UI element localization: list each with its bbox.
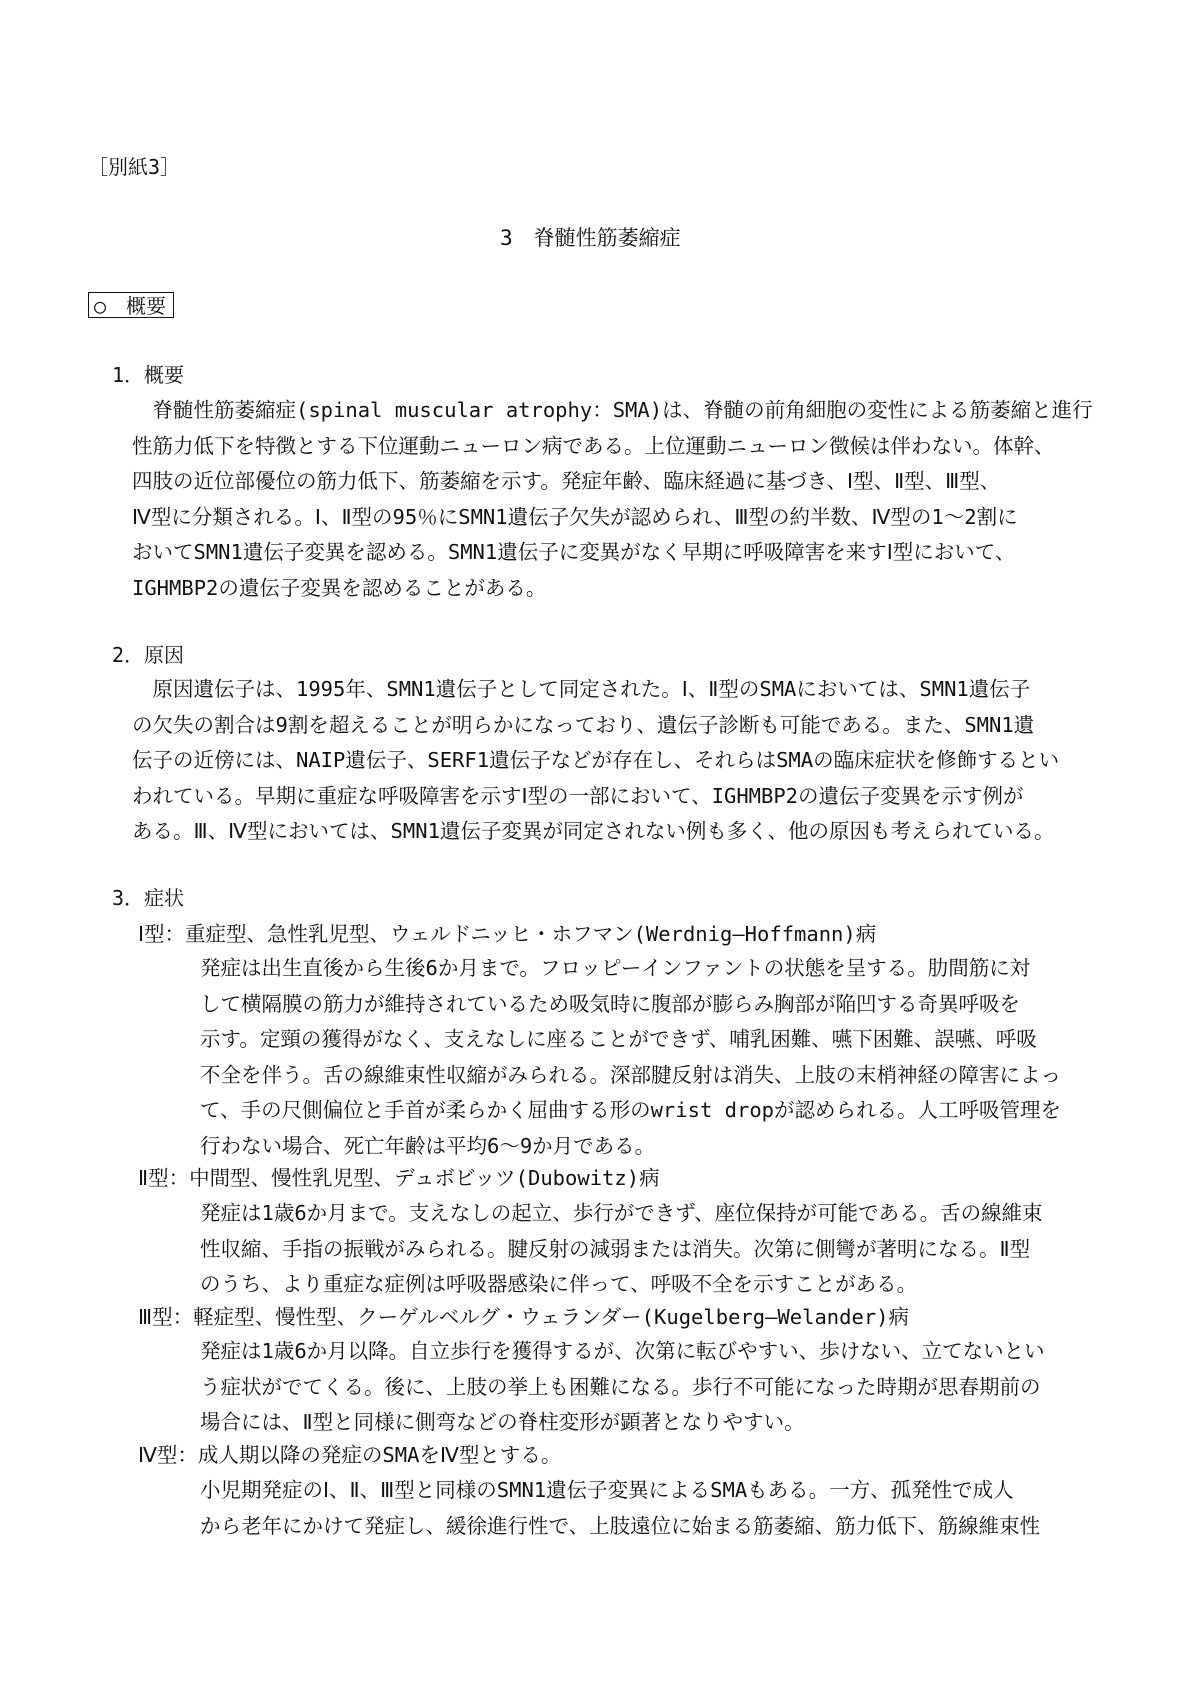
section-heading-symptoms: 3．症状 — [112, 886, 185, 910]
paragraph-line: 行わない場合、死亡年齢は平均6～9か月である。 — [200, 1133, 656, 1158]
paragraph-line: 発症は1歳6か月以降。自立歩行を獲得するが、次第に転びやすい、歩けない、立てないとい — [200, 1339, 1045, 1363]
section-cause-paragraph — [132, 672, 1094, 850]
paragraph-line: のうち、より重症な症例は呼吸器感染に伴って、呼吸不全を示すことがある。 — [200, 1272, 918, 1297]
document-title: 3 脊髄性筋萎縮症 — [500, 226, 681, 250]
paragraph-line: 場合には、Ⅱ型と同様に側弯などの脊柱変形が顕著となりやすい。 — [200, 1410, 805, 1435]
paragraph-line: 性筋力低下を特徴とする下位運動ニューロン病である。上位運動ニューロン徴候は伴わない。体幹、 — [132, 433, 1055, 458]
paragraph-line: おいてSMN1遺伝子変異を認める。SMN1遺伝子に変異がなく早期に呼吸障害を来すⅠ型において、 — [132, 540, 1016, 565]
paragraph-line: Ⅳ型に分類される。Ⅰ、Ⅱ型の95％にSMN1遺伝子欠失が認められ、Ⅲ型の約半数、Ⅳ型の1～2割に — [132, 504, 1018, 529]
paragraph-line: IGHMBP2の遺伝子変異を認めることがある。 — [132, 575, 547, 600]
section-heading-overview: 1．概要 — [112, 363, 185, 387]
paragraph-line: 発症は1歳6か月まで。支えなしの起立、歩行ができず、座位保持が可能である。舌の線維束 — [200, 1201, 1043, 1225]
paragraph-line: 発症は出生直後から生後6か月まで。フロッピーインファントの状態を呈する。肋間筋に対 — [200, 956, 1031, 980]
type-3-description — [200, 1334, 1094, 1441]
paragraph-line: ある。Ⅲ、Ⅳ型においては、SMN1遺伝子変異が同定されない例も多く、他の原因も考えられている。 — [132, 819, 1055, 844]
paragraph-line: 不全を伴う。舌の線維束性収縮がみられる。深部腱反射は消失、上肢の末梢神経の障害によっ — [200, 1062, 1061, 1087]
paragraph-line: て、手の尺側偏位と手首が柔らかく屈曲する形のwrist dropが認められる。人工呼吸管理を — [200, 1098, 1062, 1123]
paragraph-line: の欠失の割合は9割を超えることが明らかになっており、遺伝子診断も可能である。また、SMN1遺 — [132, 712, 1035, 737]
paragraph-line: から老年にかけて発症し、緩徐進行性で、上肢遠位に始まる筋萎縮、筋力低下、筋線維束性 — [200, 1513, 1041, 1538]
paragraph-line: 原因遺伝子は、1995年、SMN1遺伝子として同定された。Ⅰ、Ⅱ型のSMAにおいては、SMN1遺伝子 — [132, 677, 1031, 701]
type-4-heading: Ⅳ型：成人期以降の発症のSMAをⅣ型とする。 — [138, 1443, 562, 1467]
overview-label-box: ○ 概要 — [88, 292, 174, 318]
section-heading-cause: 2．原因 — [112, 643, 185, 667]
section-overview-paragraph — [132, 393, 1094, 607]
paragraph-line: 四肢の近位部優位の筋力低下、筋萎縮を示す。発症年齢、臨床経過に基づき、Ⅰ型、Ⅱ型、Ⅲ型、 — [132, 469, 1001, 494]
paragraph-line: 性収縮、手指の振戦がみられる。腱反射の減弱または消失。次第に側彎が著明になる。Ⅱ型 — [200, 1236, 1031, 1261]
type-3-heading: Ⅲ型：軽症型、慢性型、クーゲルベルグ・ウェランダー(Kugelberg―Welander)病 — [138, 1305, 910, 1329]
type-2-description — [200, 1196, 1094, 1303]
paragraph-line: われている。早期に重症な呼吸障害を示すⅠ型の一部において、IGHMBP2の遺伝子変異を示す例が — [132, 783, 1024, 808]
paragraph-line: 伝子の近傍には、NAIP遺伝子、SERF1遺伝子などが存在し、それらはSMAの臨床症状を修飾するとい — [132, 748, 1060, 773]
type-1-description — [200, 951, 1094, 1165]
paragraph-line: う症状がでてくる。後に、上肢の挙上も困難になる。歩行不可能になった時期が思春期前の — [200, 1374, 1041, 1399]
attachment-label: ［別紙3］ — [88, 155, 181, 179]
type-1-heading: Ⅰ型：重症型、急性乳児型、ウェルドニッヒ・ホフマン(Werdnig―Hoffmann)病 — [138, 922, 877, 946]
paragraph-line: 脊髄性筋萎縮症(spinal muscular atrophy：SMA)は、脊髄の前角細胞の変性による筋萎縮と進行 — [132, 398, 1093, 422]
paragraph-line: 小児期発症のⅠ、Ⅱ、Ⅲ型と同様のSMN1遺伝子変異によるSMAもある。一方、孤発性で成人 — [200, 1478, 1014, 1502]
type-2-heading: Ⅱ型：中間型、慢性乳児型、デュボビッツ(Dubowitz)病 — [138, 1166, 660, 1190]
type-4-description — [200, 1473, 1094, 1544]
paragraph-line: 示す。定頸の獲得がなく、支えなしに座ることができず、哺乳困難、嚥下困難、誤嚥、呼吸 — [200, 1027, 1037, 1052]
paragraph-line: して横隔膜の筋力が維持されているため吸気時に腹部が膨らみ胸部が陥凹する奇異呼吸を — [200, 991, 1020, 1016]
